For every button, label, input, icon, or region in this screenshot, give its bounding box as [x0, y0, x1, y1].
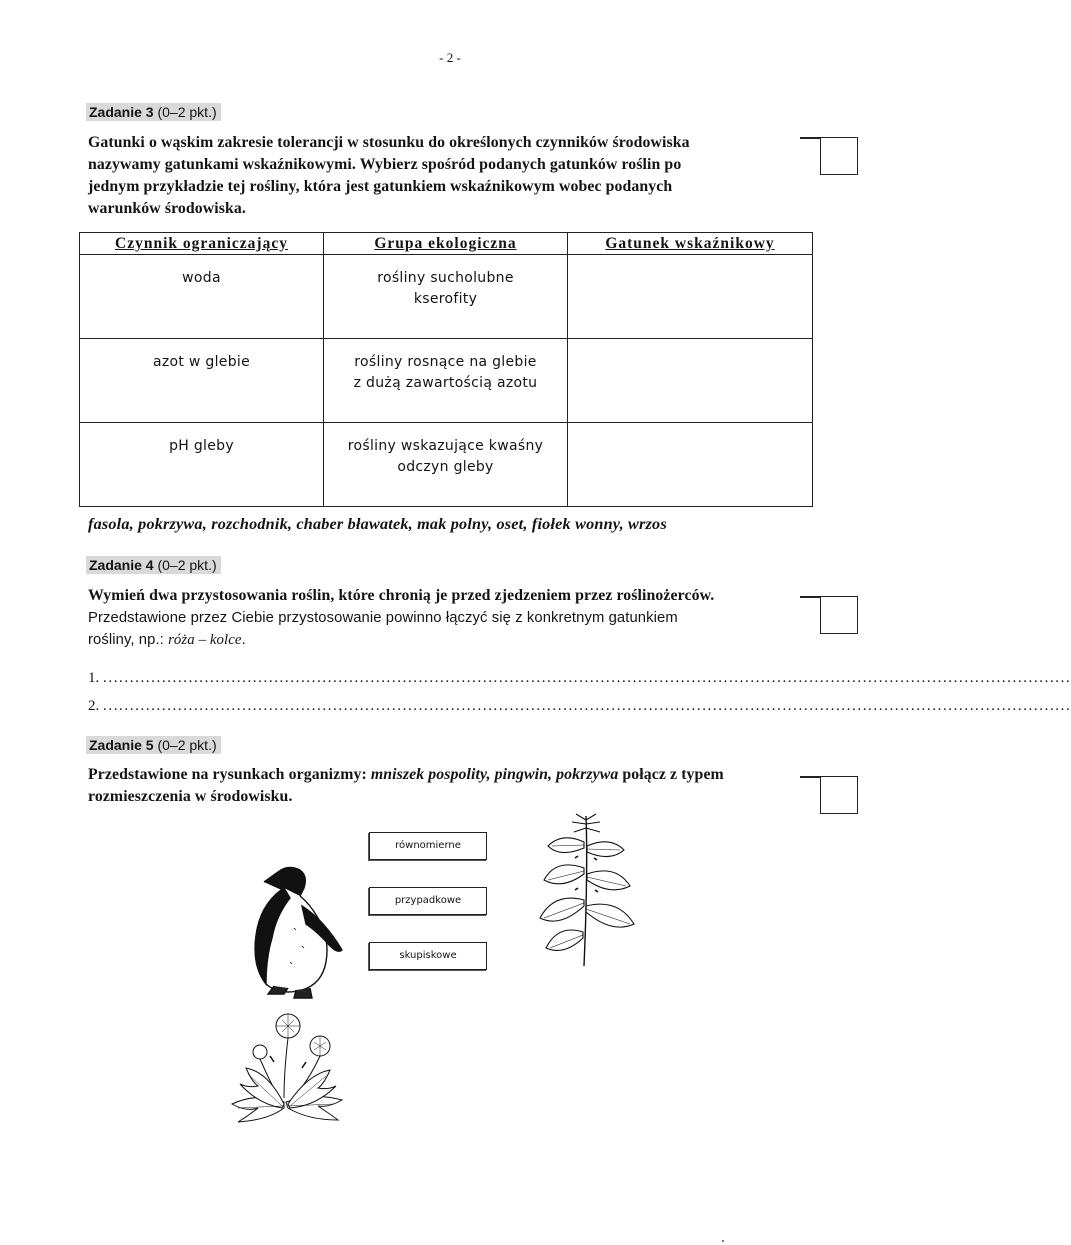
task5-points: (0–2 pkt.): [157, 737, 217, 753]
dotted-line: .....................................................................................................................................................................................: [103, 670, 1071, 686]
task4-line: [88, 629, 813, 651]
task5-organisms: mniszek pospolity, pingwin, pokrzywa: [370, 766, 619, 783]
penguin-illustration[interactable]: [244, 858, 350, 1000]
answer-cell-species[interactable]: [568, 255, 813, 339]
task3-points: (0–2 pkt.): [157, 104, 217, 120]
task3-intro-line: warunków środowiska.: [88, 200, 246, 217]
task5-score-box[interactable]: [820, 776, 858, 814]
dandelion-illustration[interactable]: [218, 1012, 354, 1124]
task3-intro-line: jednym przykładzie tej rośliny, która jest gatunkiem wskaźnikowym wobec podanych: [88, 178, 673, 195]
indicator-species-table: [79, 232, 813, 507]
header-species: Gatunek wskaźnikowy: [568, 233, 813, 255]
answer-label-2: 2.: [88, 698, 100, 714]
header-group: Grupa ekologiczna: [324, 233, 568, 255]
answer-label-1: 1.: [88, 670, 100, 686]
cell-factor: azot w glebie: [80, 339, 324, 423]
scan-speck: [722, 1240, 724, 1242]
task3-intro-line: Gatunki o wąskim zakresie tolerancji w stosunku do określonych czynników środowiska: [88, 134, 690, 151]
task3-intro: [88, 132, 818, 220]
box-clumped[interactable]: skupiskowe: [369, 942, 487, 970]
box-uniform[interactable]: równomierne: [369, 832, 487, 860]
cell-group: [324, 255, 568, 339]
task5-header: [86, 736, 221, 754]
cell-factor: pH gleby: [80, 423, 324, 507]
task4-header: [86, 556, 221, 574]
cell-group: [324, 339, 568, 423]
task5-text: [88, 764, 813, 808]
species-list: fasola, pokrzywa, rozchodnik, chaber bławatek, mak polny, oset, fiołek wonny, wrzos: [88, 515, 667, 533]
cell-group-line: rośliny rosnące na glebie: [354, 354, 537, 370]
cell-factor: woda: [80, 255, 324, 339]
task5-line-prefix: Przedstawione na rysunkach organizmy:: [88, 766, 371, 783]
task4-example: róża – kolce: [168, 632, 242, 648]
cell-group-line: z dużą zawartością azotu: [353, 375, 538, 391]
cell-group-line: rośliny wskazujące kwaśny: [347, 438, 544, 454]
cell-group: [324, 423, 568, 507]
task3-intro-line: nazywamy gatunkami wskaźnikowymi. Wybierz spośród podanych gatunków roślin po: [88, 156, 682, 173]
task4-title: Zadanie 4: [89, 557, 154, 573]
task5-line: rozmieszczenia w środowisku.: [88, 788, 293, 805]
nettle-illustration[interactable]: [538, 812, 638, 970]
answer-cell-species[interactable]: [568, 423, 813, 507]
task5-title: Zadanie 5: [89, 737, 154, 753]
cell-group-line: kserofity: [413, 291, 478, 307]
task4-line: Przedstawione przez Ciebie przystosowanie powinno łączyć się z konkretnym gatunkiem: [88, 610, 678, 626]
cell-group-line: odczyn gleby: [397, 459, 494, 475]
cell-group-line: rośliny sucholubne: [377, 270, 514, 286]
answer-line-2[interactable]: [88, 698, 1071, 715]
answer-cell-species[interactable]: [568, 339, 813, 423]
table-row: [80, 255, 813, 339]
task3-title: Zadanie 3: [89, 104, 154, 120]
task3-header: [86, 103, 221, 121]
dotted-line: .....................................................................................................................................................................................: [103, 698, 1071, 714]
task4-line: Wymień dwa przystosowania roślin, które chronią je przed zjedzeniem przez roślinożerców.: [88, 587, 715, 604]
task4-points: (0–2 pkt.): [157, 557, 217, 573]
answer-line-1[interactable]: [88, 670, 1071, 687]
task5-line: [88, 764, 813, 786]
table-row: [80, 423, 813, 507]
task5-line-suffix: połącz z typem: [618, 766, 724, 783]
table-header-row: [80, 233, 813, 255]
page-number: - 2 -: [439, 50, 461, 65]
task4-line-suffix: .: [241, 632, 246, 648]
header-factor: Czynnik ograniczający: [80, 233, 324, 255]
task4-line-prefix: rośliny, np.:: [88, 632, 169, 648]
task4-text: [88, 585, 813, 651]
table-row: [80, 339, 813, 423]
task4-score-box[interactable]: [820, 596, 858, 634]
task3-score-box[interactable]: [820, 137, 858, 175]
box-random[interactable]: przypadkowe: [369, 887, 487, 915]
